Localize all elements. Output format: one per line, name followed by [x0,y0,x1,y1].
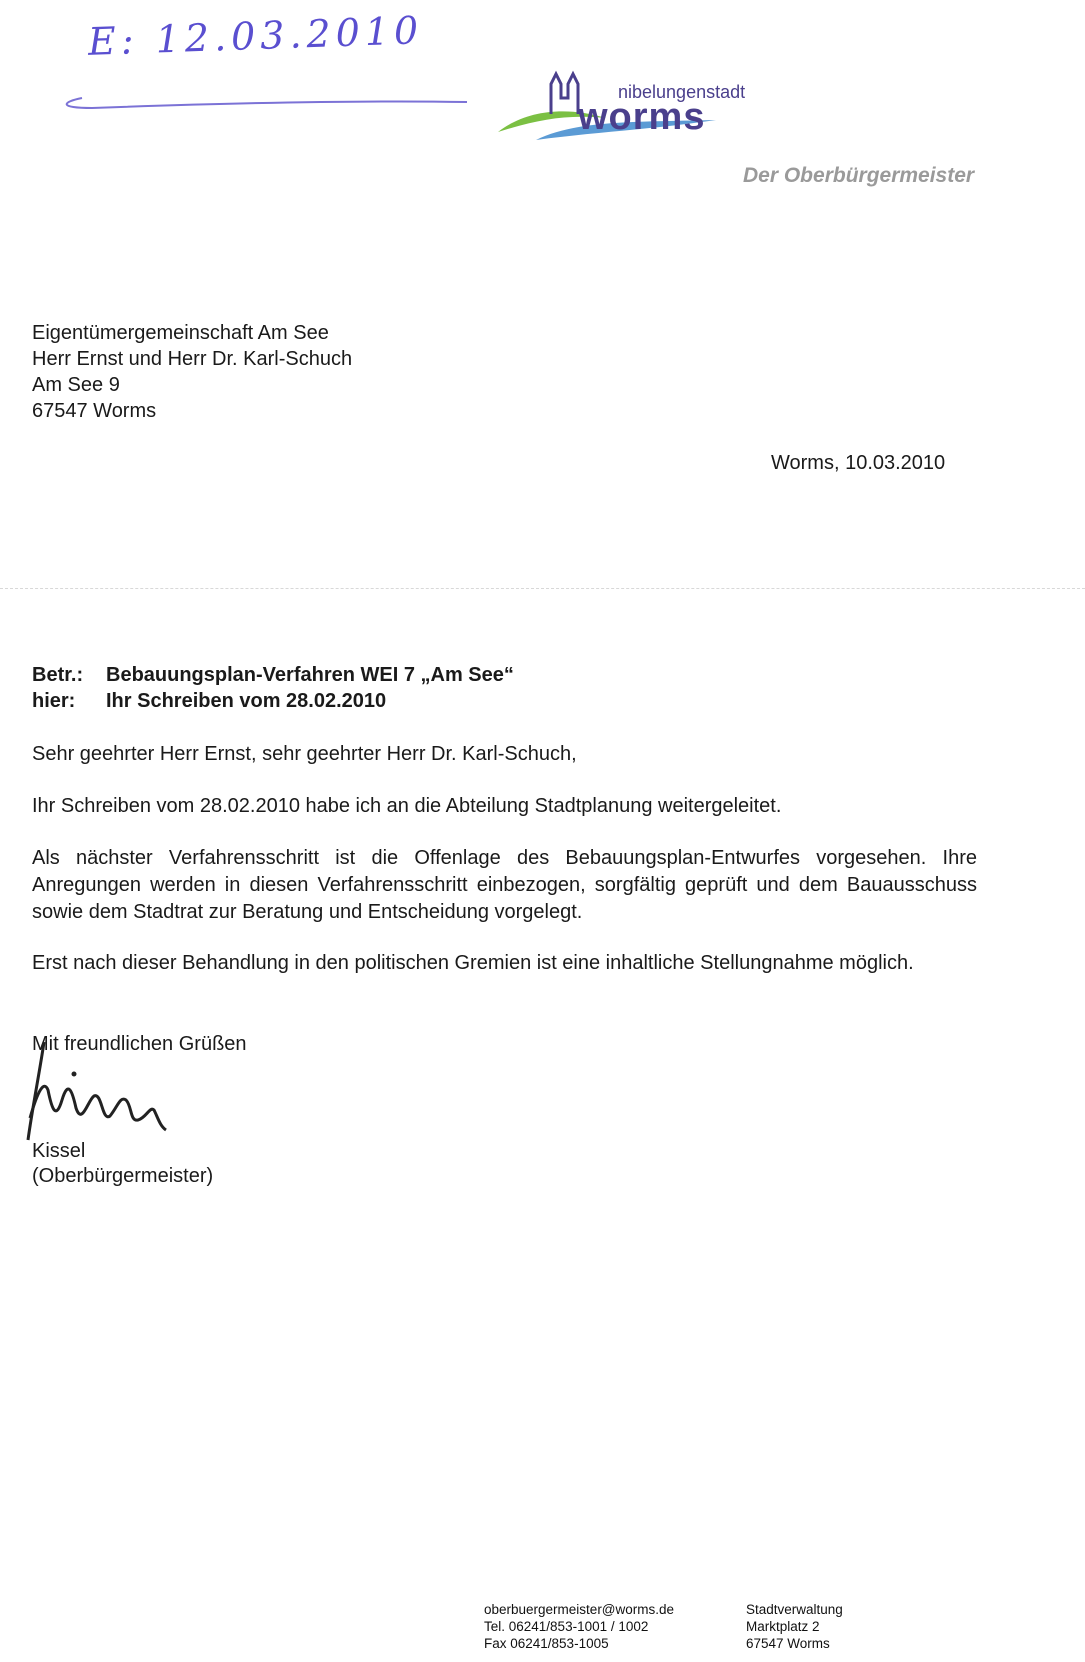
fold-mark-divider [0,588,1085,589]
reference-label: hier: [32,690,76,712]
letter-date: Worms, 10.03.2010 [771,452,946,474]
footer-address-line: Marktplatz 2 [746,1619,820,1634]
signer-title: (Oberbürgermeister) [32,1165,214,1187]
body-paragraph: Als nächster Verfahrensschritt ist die Offenlage des Bebauungsplan-Entwurfes vorgesehen. Ihre Anregungen werden in diesen Verfahrensschritt einbezogen, sorgfältig geprüft und dem Bauausschuss sowie dem Stadtrat zur Beratung und Entscheidung vorgelegt. [32,847,977,923]
signer-name: Kissel [32,1140,86,1162]
salutation: Sehr geehrter Herr Ernst, sehr geehrter Herr Dr. Karl-Schuch, [32,743,577,765]
body-paragraph: Ihr Schreiben vom 28.02.2010 habe ich an die Abteilung Stadtplanung weitergeleitet. [32,795,782,817]
recipient-line: Herr Ernst und Herr Dr. Karl-Schuch [32,348,353,370]
body-paragraph: Erst nach dieser Behandlung in den politischen Gremien ist eine inhaltliche Stellungnahme möglich. [32,952,914,974]
footer-email: oberbuergermeister@worms.de [484,1602,675,1617]
footer-address-line: 67547 Worms [746,1636,830,1651]
subject-label: Betr.: [32,664,84,686]
footer-contact [484,1601,674,1652]
handwritten-signature [10,1030,180,1150]
recipient-address [32,320,352,424]
received-date-handwriting: E: 12.03.2010 [87,8,424,64]
logo-text-worms: worms [578,96,706,138]
recipient-line: 67547 Worms [32,400,157,422]
recipient-line: Am See 9 [32,374,120,396]
footer-fax: Fax 06241/853-1005 [484,1636,609,1651]
handwritten-underline [52,84,472,116]
closing: Mit freundlichen Grüßen [32,1033,247,1055]
footer-address-line: Stadtverwaltung [746,1602,843,1617]
recipient-line: Eigentümergemeinschaft Am See [32,322,329,344]
subject-text: Bebauungsplan-Verfahren WEI 7 „Am See“ [106,664,514,686]
logo-text-nibelungenstadt: nibelungenstadt [618,82,746,102]
reference-text: Ihr Schreiben vom 28.02.2010 [106,690,387,712]
footer-phone: Tel. 06241/853-1001 / 1002 [484,1619,649,1634]
footer-address [746,1601,843,1652]
subject-block [32,662,514,714]
sender-title: Der Oberbürgermeister [743,164,975,187]
